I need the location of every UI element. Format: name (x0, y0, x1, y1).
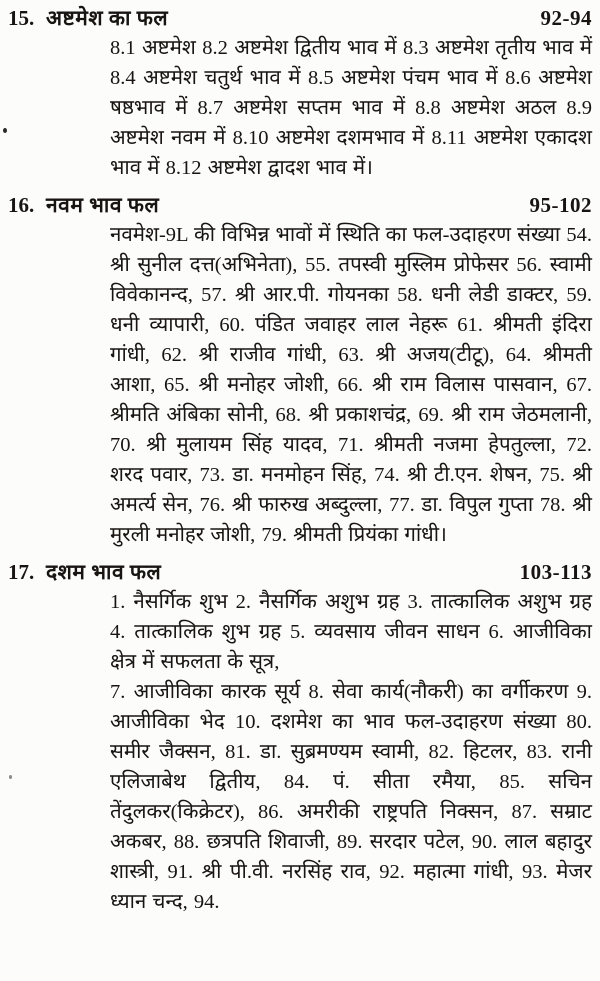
section-page-range: 95-102 (529, 193, 592, 217)
section-number: 17. (8, 560, 35, 584)
section-number: 16. (8, 193, 35, 217)
toc-paragraph: नवमेश-9L की विभिन्न भावों में स्थिति का फल-उदाहरण संख्या 54. श्री सुनील दत्त(अभिनेता), 55. तपस्वी मुस्लिम प्रोफेसर 56. स्वामी विवेकानन्द, 57. श्री आर.पी. गोयनका 58. धनी लेडी डाक्टर, 59. धनी व्यापारी, 60. पंडित जवाहर लाल नेहरू 61. श्रीमती इंदिरा गांधी, 62. श्री राजीव गांधी, 63. श्री अजय(टीटू), 64. श्रीमती आशा, 65. श्री मनोहर जोशी, 66. श्री राम विलास पासवान, 67. श्रीमति अंबिका सोनी, 68. श्री प्रकाशचंद्र, 69. श्री राम जेठमलानी, 70. श्री मुलायम सिंह यादव, 71. श्रीमती नजमा हेपतुल्ला, 72. शरद पवार, 73. डा. मनमोहन सिंह, 74. श्री टी.एन. शेषन, 75. श्री अमर्त्य सेन, 76. श्री फारुख अब्दुल्ला, 77. डा. विपुल गुप्ता 78. श्री मुरली मनोहर जोशी, 79. श्रीमती प्रियंका गांधी। (110, 224, 592, 546)
toc-paragraph: 8.1 अष्टमेश 8.2 अष्टमेश द्वितीय भाव में 8.3 अष्टमेश तृतीय भाव में 8.4 अष्टमेश चतुर्थ भाव में 8.5 अष्टमेश पंचम भाव में 8.6 अष्टमेश षष्ठभाव में 8.7 अष्टमेश सप्तम भाव में 8.8 अष्टमेश अठल 8.9 अष्टमेश नवम में 8.10 अष्टमेश दशमभाव में 8.11 अष्टमेश एकादश भाव में 8.12 अष्टमेश द्वादश भाव में। (110, 37, 592, 179)
section-header (8, 190, 592, 220)
scan-artifact-dot (3, 128, 7, 133)
toc-section-15 (8, 3, 592, 183)
section-header (8, 557, 592, 587)
section-page-range: 92-94 (540, 6, 592, 30)
section-body (110, 33, 592, 183)
section-heading-text (8, 3, 168, 33)
section-heading-text (8, 557, 161, 587)
toc-paragraph: 7. आजीविका कारक सूर्य 8. सेवा कार्य(नौकरी) का वर्गीकरण 9. आजीविका भेद 10. दशमेश का भाव फल-उदाहरण संख्या 80. समीर जैक्सन, 81. डा. सुब्रमण्यम स्वामी, 82. हिटलर, 83. रानी एलिजाबेथ द्वितीय, 84. पं. सीता रमैया, 85. सचिन तेंदुलकर(किक्रेटर), 86. अमरीकी राष्ट्रपति निक्सन, 87. सम्राट अकबर, 88. छत्रपति शिवाजी, 89. सरदार पटेल, 90. लाल बहादुर शास्त्री, 91. श्री पी.वी. नरसिंह राव, 92. महात्मा गांधी, 93. मेजर ध्यान चन्द, 94. (110, 681, 592, 913)
toc-section-17 (8, 557, 592, 917)
section-heading-text (8, 190, 159, 220)
section-page-range: 103-113 (519, 560, 592, 584)
section-body (110, 587, 592, 917)
section-title: दशम भाव फल (46, 560, 162, 584)
section-body (110, 220, 592, 550)
section-title: अष्टमेश का फल (46, 6, 169, 30)
section-header (8, 3, 592, 33)
toc-paragraph: 1. नैसर्गिक शुभ 2. नैसर्गिक अशुभ ग्रह 3. तात्कालिक अशुभ ग्रह 4. तात्कालिक शुभ ग्रह 5. व्यवसाय जीवन साधन 6. आजीविका क्षेत्र में सफलता के सूत्र, (110, 591, 592, 673)
section-title: नवम भाव फल (46, 193, 160, 217)
section-number: 15. (8, 6, 35, 30)
scan-artifact-dot (9, 775, 12, 779)
toc-section-16 (8, 190, 592, 550)
